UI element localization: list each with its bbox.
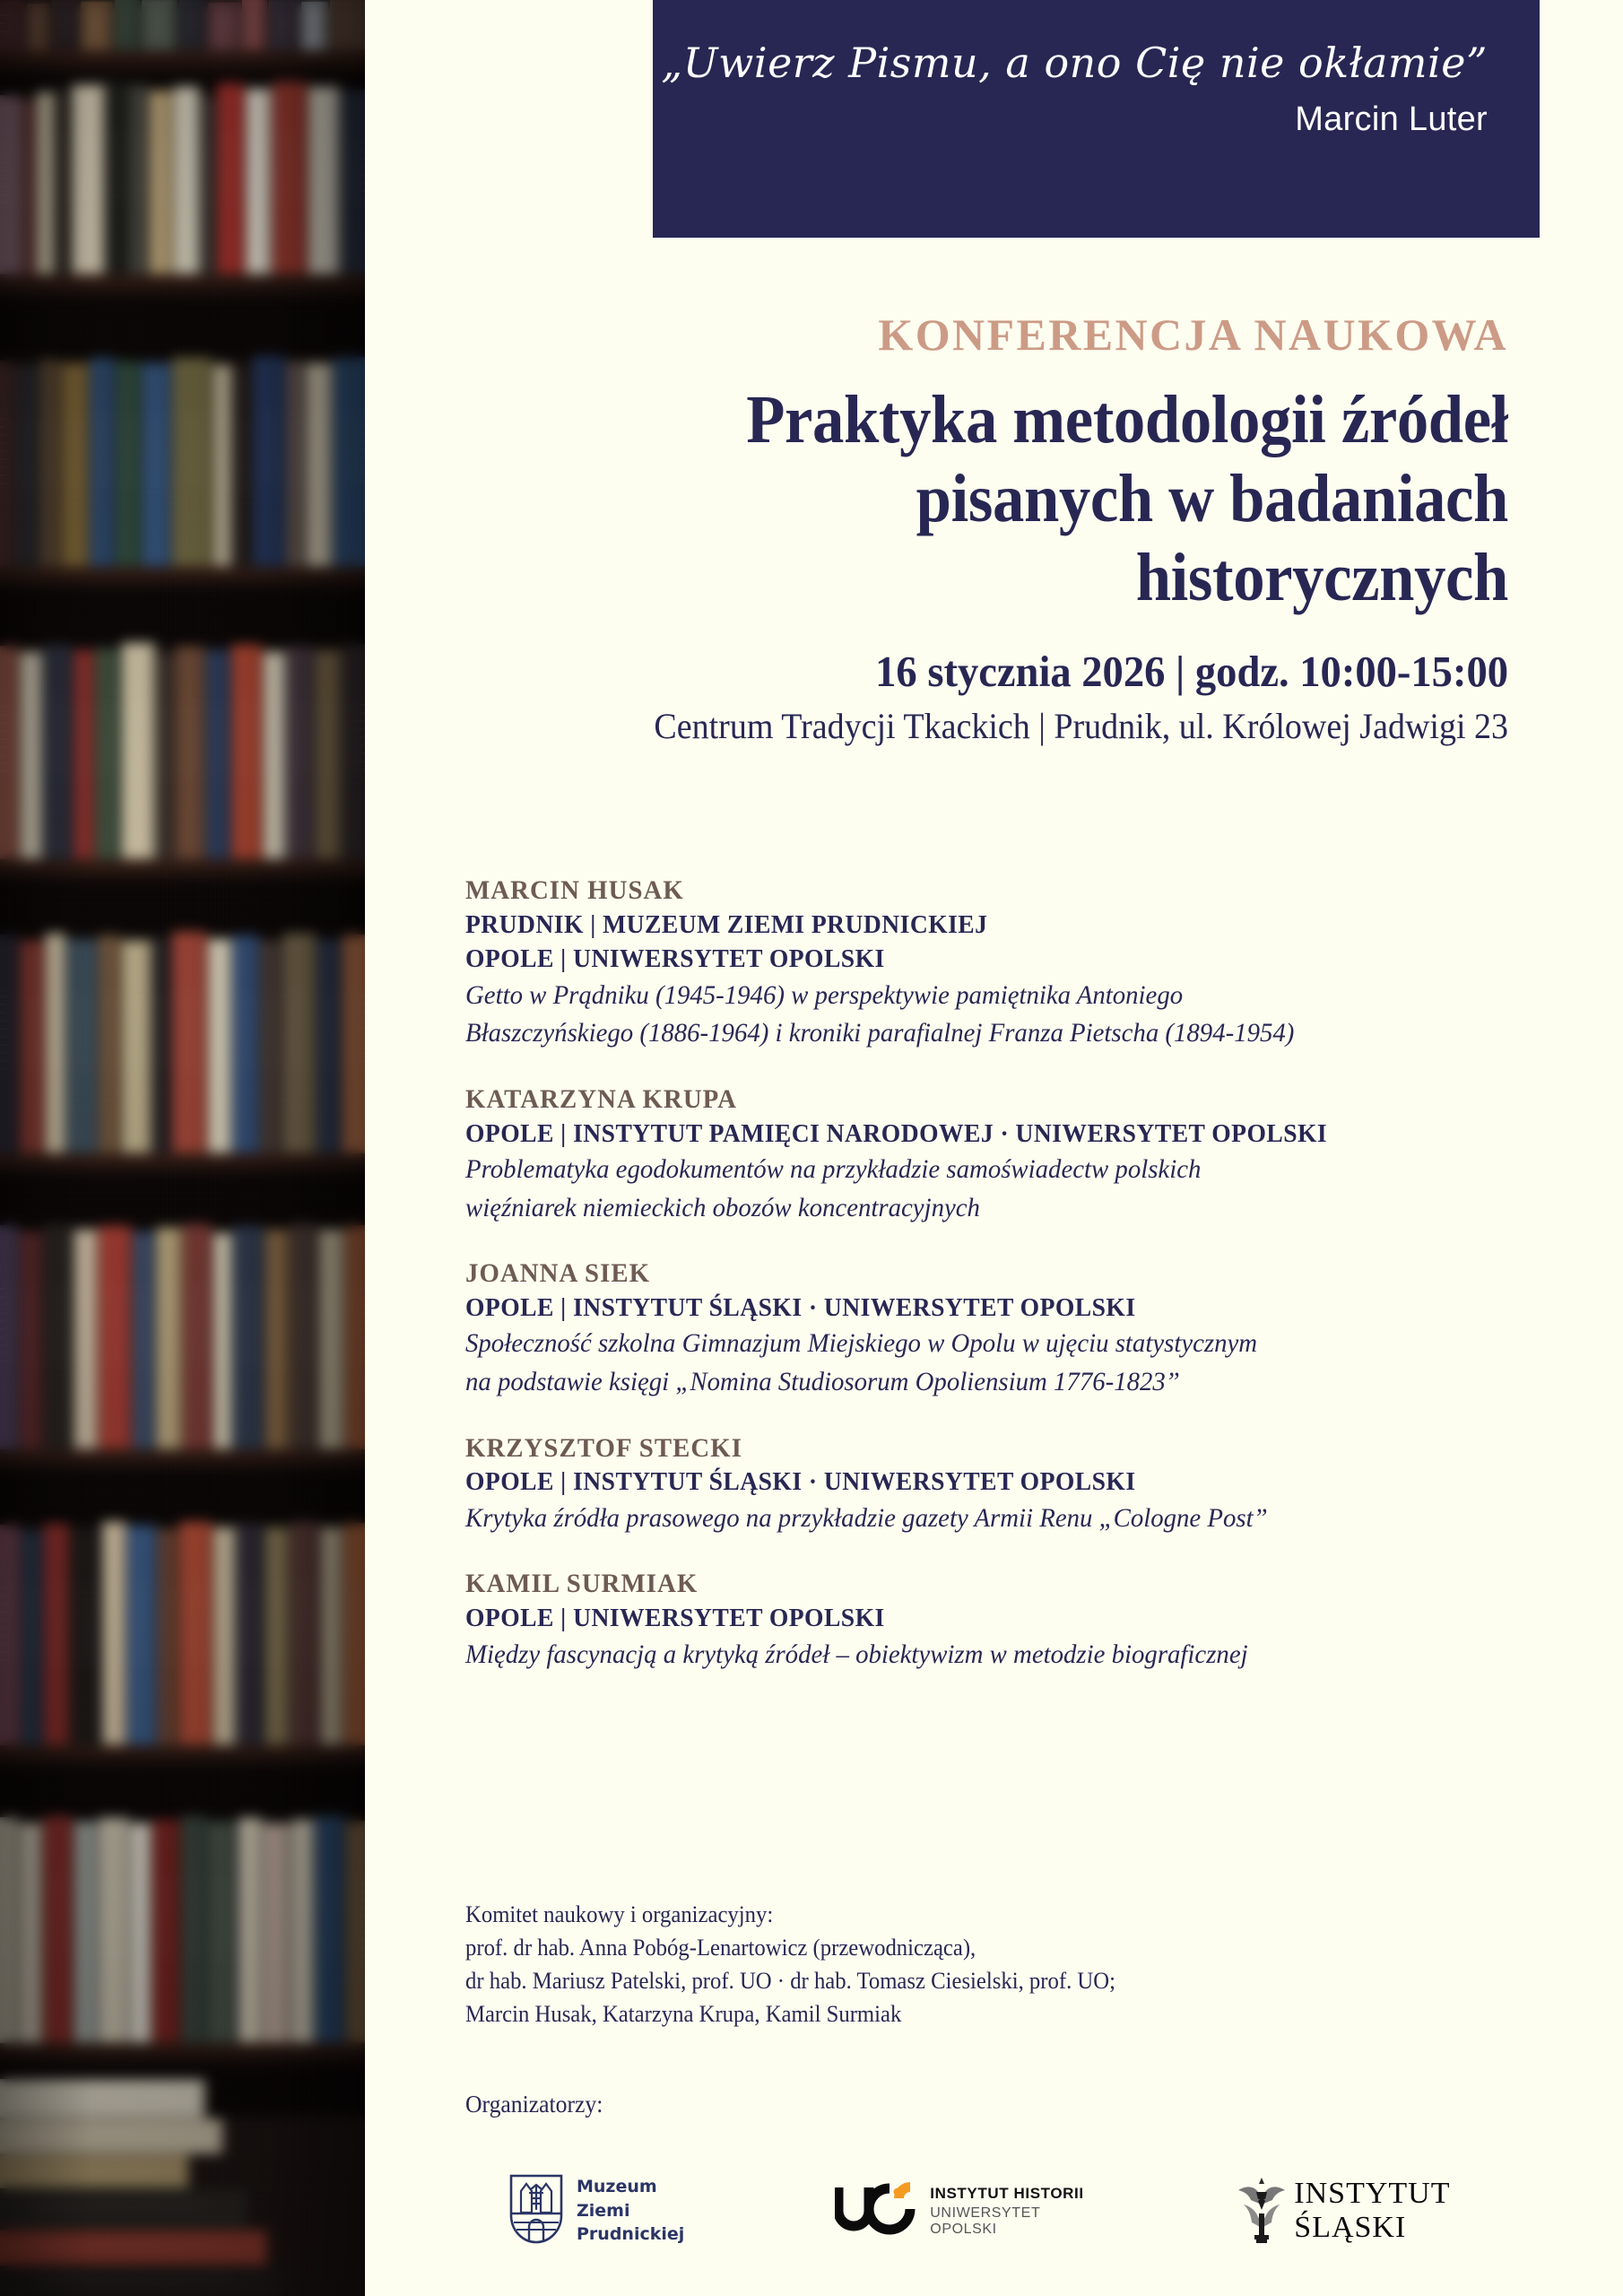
committee-line: prof. dr hab. Anna Pobóg-Lenartowicz (przewodnicząca), [465, 1934, 976, 1961]
uo-line-1: INSTYTUT HISTORII [930, 2184, 1084, 2202]
conference-kicker: KONFERENCJA NAUKOWA [878, 309, 1508, 360]
slaski-eagle-icon [1237, 2174, 1287, 2248]
muzeum-line-1: Muzeum [577, 2176, 657, 2196]
page-title [473, 380, 1508, 617]
speaker-topic: Problematyka egodokumentów na przykładzie samoświadectw polskich [465, 1154, 1202, 1185]
quote-banner [653, 0, 1540, 238]
logo-muzeum-ziemi-prudnickiej [508, 2173, 684, 2249]
programme-entry [465, 1257, 1559, 1401]
speaker-affiliation: OPOLE | UNIWERSYTET OPOLSKI [465, 944, 885, 974]
muzeum-logo-text [577, 2175, 684, 2248]
speaker-topic: Błaszczyńskiego (1886-1964) i kroniki parafialnej Franza Pietscha (1894-1954) [465, 1018, 1295, 1048]
organizer-logos [465, 2152, 1559, 2269]
title-line-3: historycznych [1135, 540, 1508, 616]
muzeum-line-2: Ziemi [577, 2200, 630, 2221]
title-line-2: pisanych w badaniach [916, 461, 1508, 537]
programme-entry [465, 1083, 1559, 1227]
speaker-affiliation: OPOLE | UNIWERSYTET OPOLSKI [465, 1603, 885, 1632]
speaker-affiliation: OPOLE | INSTYTUT ŚLĄSKI · UNIWERSYTET OPOLSKI [465, 1467, 1136, 1497]
speaker-name: KRZYSZTOF STECKI [465, 1432, 742, 1463]
quote-author: Marcin Luter [1295, 100, 1488, 139]
instytut-slaski-text: INSTYTUT ŚLĄSKI [1294, 2177, 1450, 2244]
logo-instytut-historii-uo [835, 2182, 1102, 2240]
speaker-affiliation: PRUDNIK | MUZEUM ZIEMI PRUDNICKIEJ [465, 909, 988, 939]
committee-heading: Komitet naukowy i organizacyjny: [465, 1901, 774, 1927]
speaker-topic: na podstawie księgi „Nomina Studiosorum Opoliensium 1776-1823” [465, 1367, 1180, 1396]
speaker-topic: Getto w Prądniku (1945-1946) w perspektywie pamiętnika Antoniego [465, 979, 1184, 1010]
programme-entry [465, 1432, 1559, 1538]
poster-header [395, 309, 1524, 747]
committee-line: dr hab. Mariusz Patelski, prof. UO · dr hab. Tomasz Ciesielski, prof. UO; [465, 1967, 1115, 1994]
uo-mark-icon [835, 2182, 919, 2240]
speaker-name: MARCIN HUSAK [465, 875, 684, 905]
speaker-affiliation: OPOLE | INSTYTUT ŚLĄSKI · UNIWERSYTET OPOLSKI [465, 1292, 1136, 1322]
prudnik-crest-icon [508, 2173, 564, 2249]
muzeum-line-3: Prudnickiej [577, 2224, 685, 2245]
programme-entry [465, 874, 1559, 1053]
speaker-affiliation: OPOLE | INSTYTUT PAMIĘCI NARODOWEJ · UNIWERSYTET OPOLSKI [465, 1118, 1328, 1148]
speaker-name: KAMIL SURMIAK [465, 1569, 699, 1599]
speaker-topic: Między fascynacją a krytyką źródeł – obiektywizm w metodzie biograficznej [465, 1639, 1248, 1669]
logo-instytut-slaski [1237, 2174, 1559, 2248]
event-venue: Centrum Tradycji Tkackich | Prudnik, ul. Królowej Jadwigi 23 [654, 706, 1508, 747]
uo-logo-text [930, 2185, 1102, 2238]
speaker-name: KATARZYNA KRUPA [465, 1083, 738, 1114]
uo-line-2: UNIWERSYTET OPOLSKI [930, 2205, 1041, 2237]
title-line-1: Praktyka metodologii źródeł [746, 382, 1508, 457]
programme-entry [465, 1568, 1559, 1674]
quote-text: „Uwierz Pismu, a ono Cię nie okłamie” [661, 39, 1488, 87]
speaker-topic: Społeczność szkolna Gimnazjum Miejskiego w Opolu w ujęciu statystycznym [465, 1328, 1258, 1359]
organizers-label: Organizatorzy: [465, 2091, 603, 2118]
speaker-name: JOANNA SIEK [465, 1258, 651, 1289]
committee-line: Marcin Husak, Katarzyna Krupa, Kamil Surmiak [465, 2000, 902, 2027]
speaker-topic: Krytyka źródła prasowego na przykładzie gazety Armii Renu „Cologne Post” [465, 1502, 1268, 1533]
speaker-topic: więźniarek niemieckich obozów koncentracyjnych [465, 1192, 980, 1222]
programme-list [465, 874, 1559, 1704]
event-datetime: 16 stycznia 2026 | godz. 10:00-15:00 [875, 647, 1508, 697]
committee-block [465, 1899, 1559, 2031]
bookshelf-photo [0, 0, 365, 2296]
